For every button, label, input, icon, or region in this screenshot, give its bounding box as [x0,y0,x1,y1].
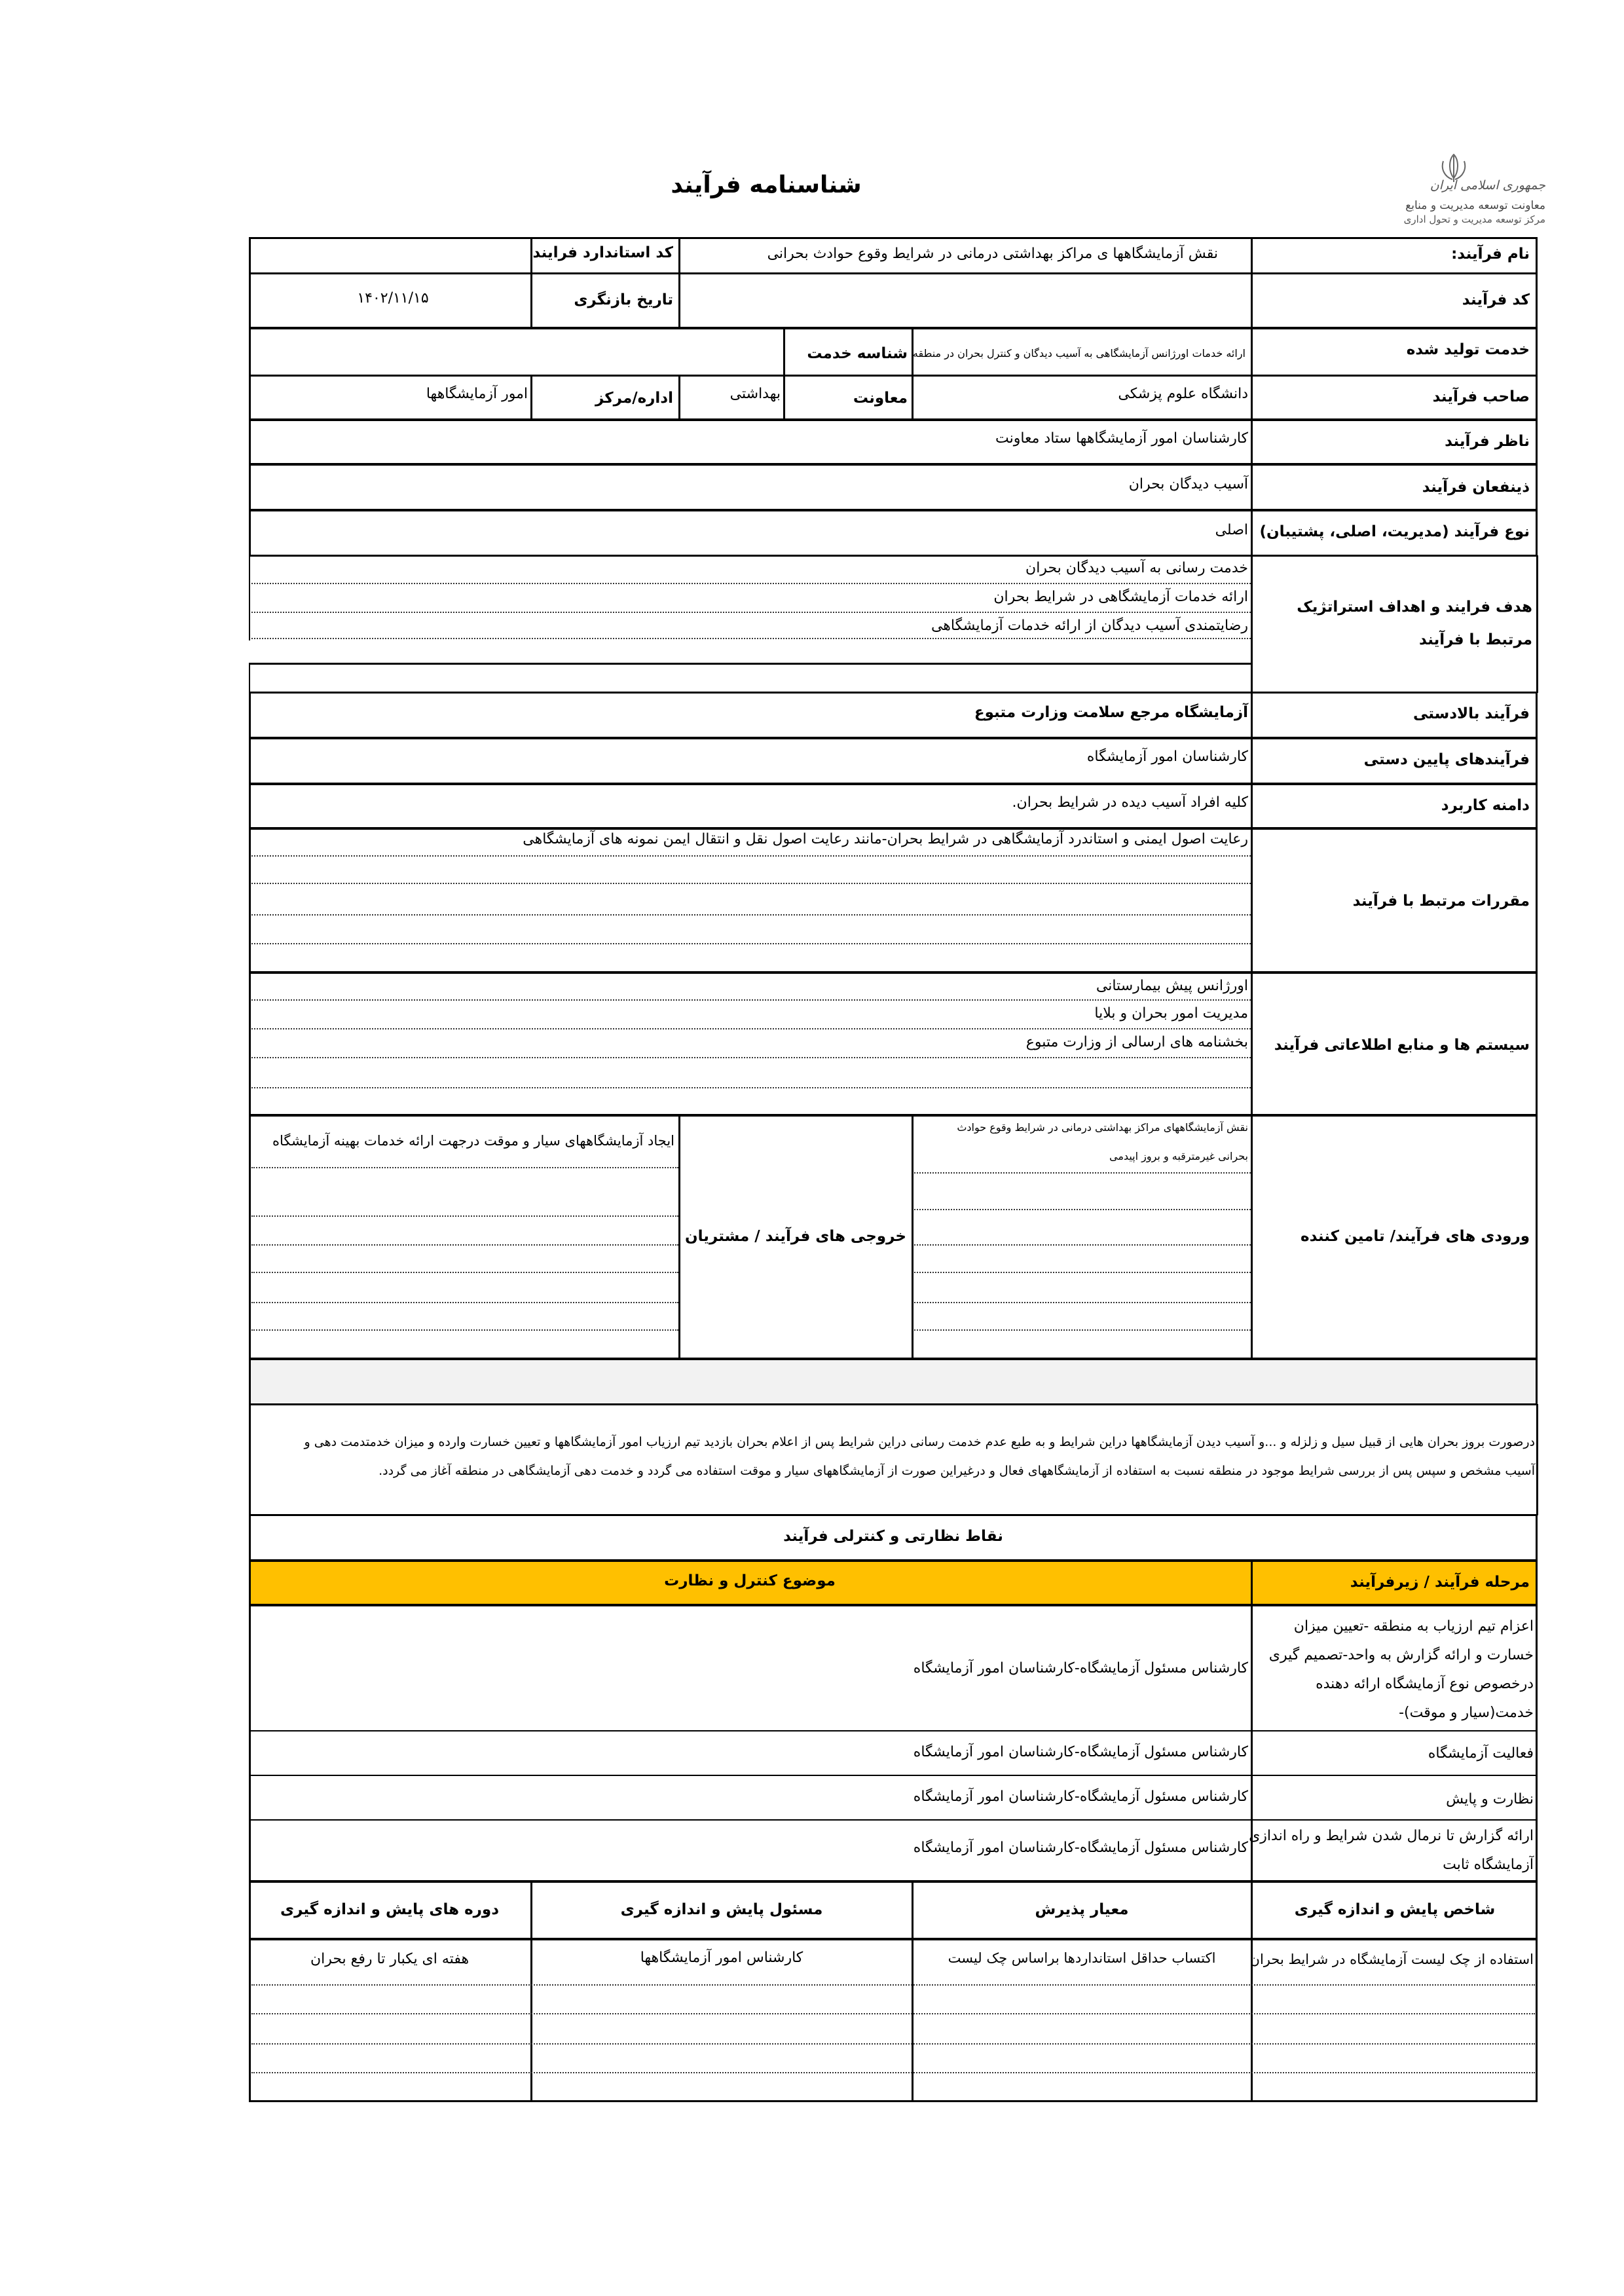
control-row-4-stage: ارائه گزارش تا نرمال شدن شرایط و راه اندازی آزمایشگاه ثابت [1249,1828,1534,1873]
control-row-2-stage: فعالیت آزمایشگاه [1428,1745,1534,1762]
regulations-value: رعایت اصول ایمنی و استاندرد آزمایشگاهی در شرایط بحران-مانند رعایت اصول نقل و انتقال ایمن نمونه های آزمایشگاهی [523,831,1248,847]
inputs-label: ورودی های فرآیند/ تامین کننده [1301,1228,1530,1245]
regulations-label: مقررات مرتبط با فرآیند [1352,893,1530,910]
stakeholders-label: ذینفعان فرآیند [1422,479,1530,496]
control-row-3-stage: نظارت و پایش [1446,1791,1534,1807]
col-indicator-header: شاخص پایش و اندازه گیری [1294,1901,1496,1918]
period-value: هفته ای یکبار تا رفع بحران [310,1951,470,1967]
logo-line2: معاونت توسعه مدیریت و منابع [1405,199,1545,212]
standard-code-label: کد استاندارد فرایند [532,244,673,261]
office-label: اداره/مرکز [595,390,673,407]
service-label: خدمت تولید شده [1406,341,1530,358]
criterion-value: اکتساب حداقل استانداردها براساس چک لیست [948,1950,1216,1966]
inputs-line1: نقش آزمایشگاههای مراکز بهداشتی درمانی در شرایط وقوع حوادث [957,1121,1248,1134]
col-responsible-header: مسئول پایش و اندازه گیری [620,1901,823,1918]
control-section-title: نقاط نظارتی و کنترلی فرآیند [783,1528,1003,1545]
outputs-label: خروجی های فرآیند / مشتریان [685,1228,906,1245]
control-row-1-stage: اعزام تیم ارزیاب به منطقه -تعیین میزان خسارت و ارائه گزارش به واحد-تصمیم گیری درخصوص نوع آزمایشگاه ارائه دهنده خدمت(سیار و موقت)- [1268,1618,1534,1721]
supervisor-value: کارشناسان امور آزمایشگاهها ستاد معاونت [995,430,1248,447]
goal-item: خدمت رسانی به آسیب دیدگان بحران [1025,560,1248,576]
outputs-value: ایجاد آزمایشگاههای سیار و موقت درجهت ارائه خدمات بهینه آزمایشگاه [272,1133,674,1149]
process-name-value: نقش آزمایشگاهها ی مراکز بهداشتی درمانی در شرایط وقوع حوادث بحرانی [767,246,1218,262]
col-stage-header: مرحله فرآیند / زیرفرآیند [1350,1574,1530,1591]
review-date-label: تاریخ بازنگری [574,291,673,308]
owner-value: دانشگاه علوم پزشکی [1118,386,1248,402]
upstream-label: فرآیند بالادستی [1412,705,1530,722]
organization-logo [1342,152,1545,224]
deputy-label: معاونت [853,390,908,407]
scope-label: دامنه کاربرد [1441,797,1530,814]
goals-label: هدف فرایند و اهداف استراتژیک مرتبط با فرآیند [1297,599,1532,648]
inputs-line2: بحرانی غیرمترقبه و بروز اپیدمی [1109,1150,1248,1162]
logo-line1: جمهوری اسلامی ایران [1430,178,1545,193]
downstream-value: کارشناسان امور آزمایشگاه [1086,749,1248,765]
control-row-2-subject: کارشناس مسئول آزمایشگاه-کارشناسان امور آزمایشگاه [913,1744,1248,1760]
col-subject-header: موضوع کنترل و نظارت [664,1572,836,1589]
owner-label: صاحب فرآیند [1432,388,1530,405]
col-period-header: دوره های پایش و اندازه گیری [280,1901,499,1918]
office-value: امور آزمایشگاهها [426,386,528,402]
downstream-label: فرآیندهای پایین دستی [1363,751,1530,768]
control-row-4-subject: کارشناس مسئول آزمایشگاه-کارشناسان امور آزمایشگاه [913,1840,1248,1856]
service-value: ارائه خدمات اورژانس آزمایشگاهی به آسیب دیدگان و کنترل بحران در منطقه [912,347,1246,360]
description-line1: درصورت بروز بحران هایی از قبیل سیل و زلزله و ...و آسیب دیدن آزمایشگاهها دراین شرایط و به طبع عدم خدمت رسانی دراین شرایط پس از اعلام بحران بازدید تیم ارزیاب امور آزمایشگاهها و تعیین خسارت وارده و میزان خدمتدمت دهی و [304,1435,1535,1449]
system-item: مدیریت امور بحران و بلایا [1094,1005,1248,1022]
control-row-1-subject: کارشناس مسئول آزمایشگاه-کارشناسان امور آزمایشگاه [913,1660,1248,1676]
systems-label: سیستم ها و منابع اطلاعاتی فرآیند [1274,1037,1530,1054]
service-id-label: شناسه خدمت [807,345,908,362]
process-code-label: کد فرآیند [1462,291,1530,308]
type-value: اصلی [1215,522,1248,538]
indicator-value: استفاده از چک لیست آزمایشگاه در شرایط بحران [1249,1952,1534,1967]
col-criterion-header: معیار پذیرش [1035,1901,1129,1918]
goal-item: ارائه خدمات آزمایشگاهی در شرایط بحران [993,589,1248,605]
review-date-value: ۱۴۰۲/۱۱/۱۵ [357,290,429,306]
system-item: بخشنامه های ارسالی از وزارت متبوع [1025,1034,1248,1050]
type-label: نوع فرآیند (مدیریت، اصلی، پشتیبان) [1259,523,1530,540]
stakeholders-value: آسیب دیدگان بحران [1128,476,1248,492]
deputy-value: بهداشتی [729,386,781,402]
upstream-value: آزمایشگاه مرجع سلامت وزارت متبوع [974,704,1248,721]
control-row-3-subject: کارشناس مسئول آزمایشگاه-کارشناسان امور آزمایشگاه [913,1788,1248,1805]
goal-item: رضایتمندی آسیب دیدگان از ارائه خدمات آزمایشگاهی [931,618,1248,634]
responsible-value: کارشناس امور آزمایشگاهها [640,1950,803,1966]
description-line2: آسیب مشخص و سپس پس از بررسی شرایط موجود در منطقه نسبت به استفاده از آزمایشگاههای فعال و درغیراین صورت از آزمایشگاههای سیار و موقت استفاده می گردد و خدمت دهی آزمایشگاهی در منطقه آغاز می گردد. [378,1464,1535,1478]
process-name-label: نام فرآیند: [1451,246,1530,263]
scope-value: کلیه افراد آسیب دیده در شرایط بحران. [1012,794,1248,811]
logo-line3: مرکز توسعه مدیریت و تحول اداری [1403,213,1545,225]
supervisor-label: ناظر فرآیند [1445,433,1530,450]
page-title: شناسنامه فرآیند [671,172,862,198]
system-item: اورژانس پیش بیمارستانی [1096,978,1248,994]
